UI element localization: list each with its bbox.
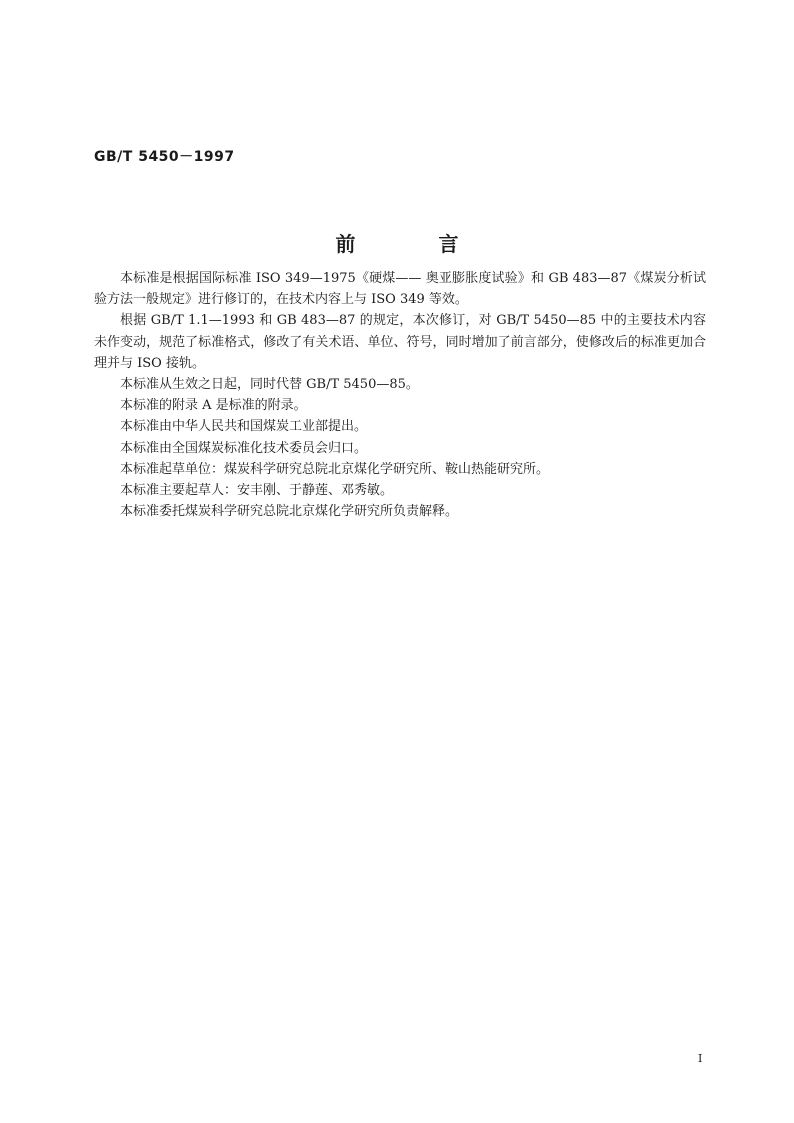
paragraph-interpretation: 本标准委托煤炭科学研究总院北京煤化学研究所负责解释。 (120, 504, 459, 520)
paragraph-drafting-units: 本标准起草单位：煤炭科学研究总院北京煤化学研究所、鞍山热能研究所。 (120, 461, 550, 477)
body-text (94, 268, 706, 522)
page-number: I (698, 1052, 703, 1065)
paragraph-committee: 本标准由全国煤炭标准化技术委员会归口。 (120, 440, 368, 456)
paragraph-drafters: 本标准主要起草人：安丰刚、于静莲、邓秀敏。 (120, 483, 394, 499)
page-title: 前 言 (335, 232, 497, 256)
paragraph-replacement: 本标准从生效之日起，同时代替 GB/T 5450—85。 (120, 377, 419, 393)
paragraph-appendix: 本标准的附录 A 是标准的附录。 (120, 398, 307, 414)
paragraph-proposer: 本标准由中华人民共和国煤炭工业部提出。 (120, 419, 368, 435)
paragraph-revision: 根据 GB/T 1.1—1993 和 GB 483—87 的规定，本次修订，对 GB/T 5450—85 中的主要技术内容未作变动，规范了标准格式，修改了有关术语、单位、符号，同时增加了前言部分，使修改后的标准更加合理并与 ISO 接轨。 (94, 313, 706, 371)
standard-code: GB/T 5450－1997 (94, 149, 235, 165)
paragraph-basis: 本标准是根据国际标准 ISO 349—1975《硬煤—— 奥亚膨胀度试验》和 GB 483—87《煤炭分析试验方法一般规定》进行修订的，在技术内容上与 ISO 349 等效。 (94, 271, 706, 308)
